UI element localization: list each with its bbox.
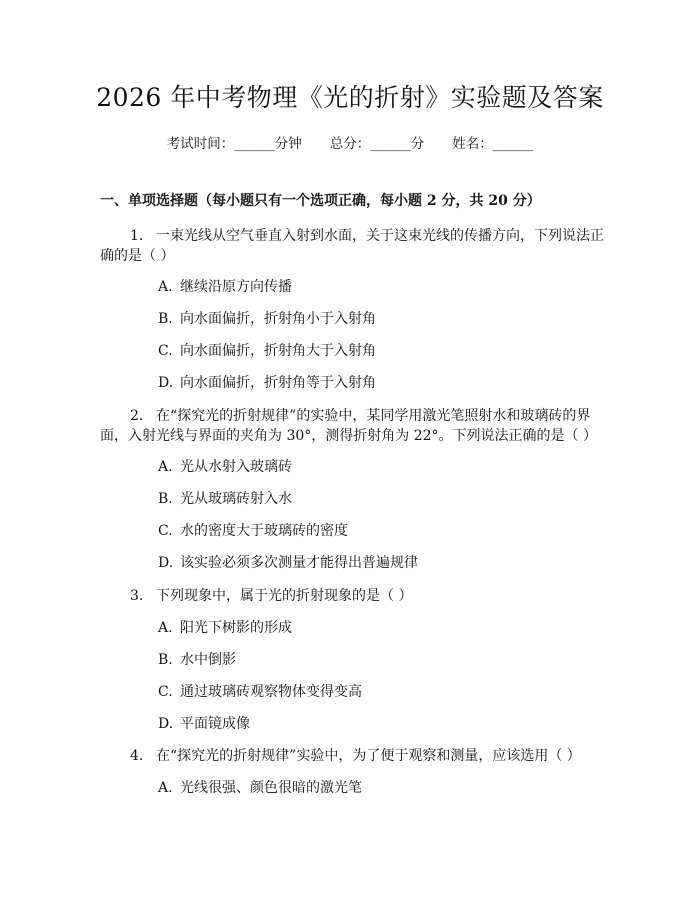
question-2-option-b: B. 光从玻璃砖射入水 — [158, 491, 292, 507]
question-1-text: 一束光线从空气垂直入射到水面，关于这束光线的传播方向，下列说法正 — [156, 228, 604, 244]
question-3-text: 下列现象中，属于光的折射现象的是（ ） — [156, 588, 413, 604]
question-3-number: 3. — [130, 588, 144, 604]
question-4-text: 在“探究光的折射规律”实验中，为了便于观察和测量，应该选用（ ） — [156, 748, 581, 764]
question-3-option-d: D. 平面镜成像 — [158, 716, 250, 732]
student-name-field: 姓名：______ — [452, 136, 534, 152]
question-3-option-b: B. 水中倒影 — [158, 652, 236, 668]
total-score-field: 总分：______分 — [329, 136, 425, 152]
exam-time-field: 考试时间：______分钟 — [166, 136, 302, 152]
question-2-option-d: D. 该实验必须多次测量才能得出普遍规律 — [158, 555, 418, 571]
question-2-number: 2. — [130, 408, 144, 424]
exam-meta — [0, 132, 700, 152]
question-3-option-c: C. 通过玻璃砖观察物体变得变高 — [158, 684, 362, 700]
question-4-number: 4. — [130, 748, 144, 764]
page-title: 2026 年中考物理《光的折射》实验题及答案 — [96, 83, 604, 112]
question-1-option-d: D. 向水面偏折，折射角等于入射角 — [158, 375, 376, 391]
question-4-line-1 — [130, 745, 581, 765]
question-1-option-c: C. 向水面偏折，折射角大于入射角 — [158, 343, 376, 359]
question-2-option-c: C. 水的密度大于玻璃砖的密度 — [158, 523, 348, 539]
question-2-line-2: 面，入射光线与界面的夹角为 30°，测得折射角为 22°。下列说法正确的是（ ） — [100, 428, 597, 444]
question-1-option-a: A. 继续沿原方向传播 — [158, 279, 292, 295]
question-2-line-1 — [130, 405, 590, 425]
question-1-number: 1. — [130, 228, 144, 244]
question-3-option-a: A. 阳光下树影的形成 — [158, 620, 292, 636]
question-3-line-1 — [130, 585, 412, 605]
section-heading-single-choice: 一、单项选择题（每小题只有一个选项正确，每小题 2 分，共 20 分） — [100, 193, 541, 209]
question-1-line-1 — [130, 225, 604, 245]
question-1-option-b: B. 向水面偏折，折射角小于入射角 — [158, 311, 376, 327]
question-2-option-a: A. 光从水射入玻璃砖 — [158, 459, 292, 475]
question-1-line-2: 确的是（ ） — [100, 248, 175, 264]
question-2-text: 在“探究光的折射规律”的实验中，某同学用激光笔照射水和玻璃砖的界 — [156, 408, 591, 424]
question-4-option-a: A. 光线很强、颜色很暗的激光笔 — [158, 780, 362, 796]
